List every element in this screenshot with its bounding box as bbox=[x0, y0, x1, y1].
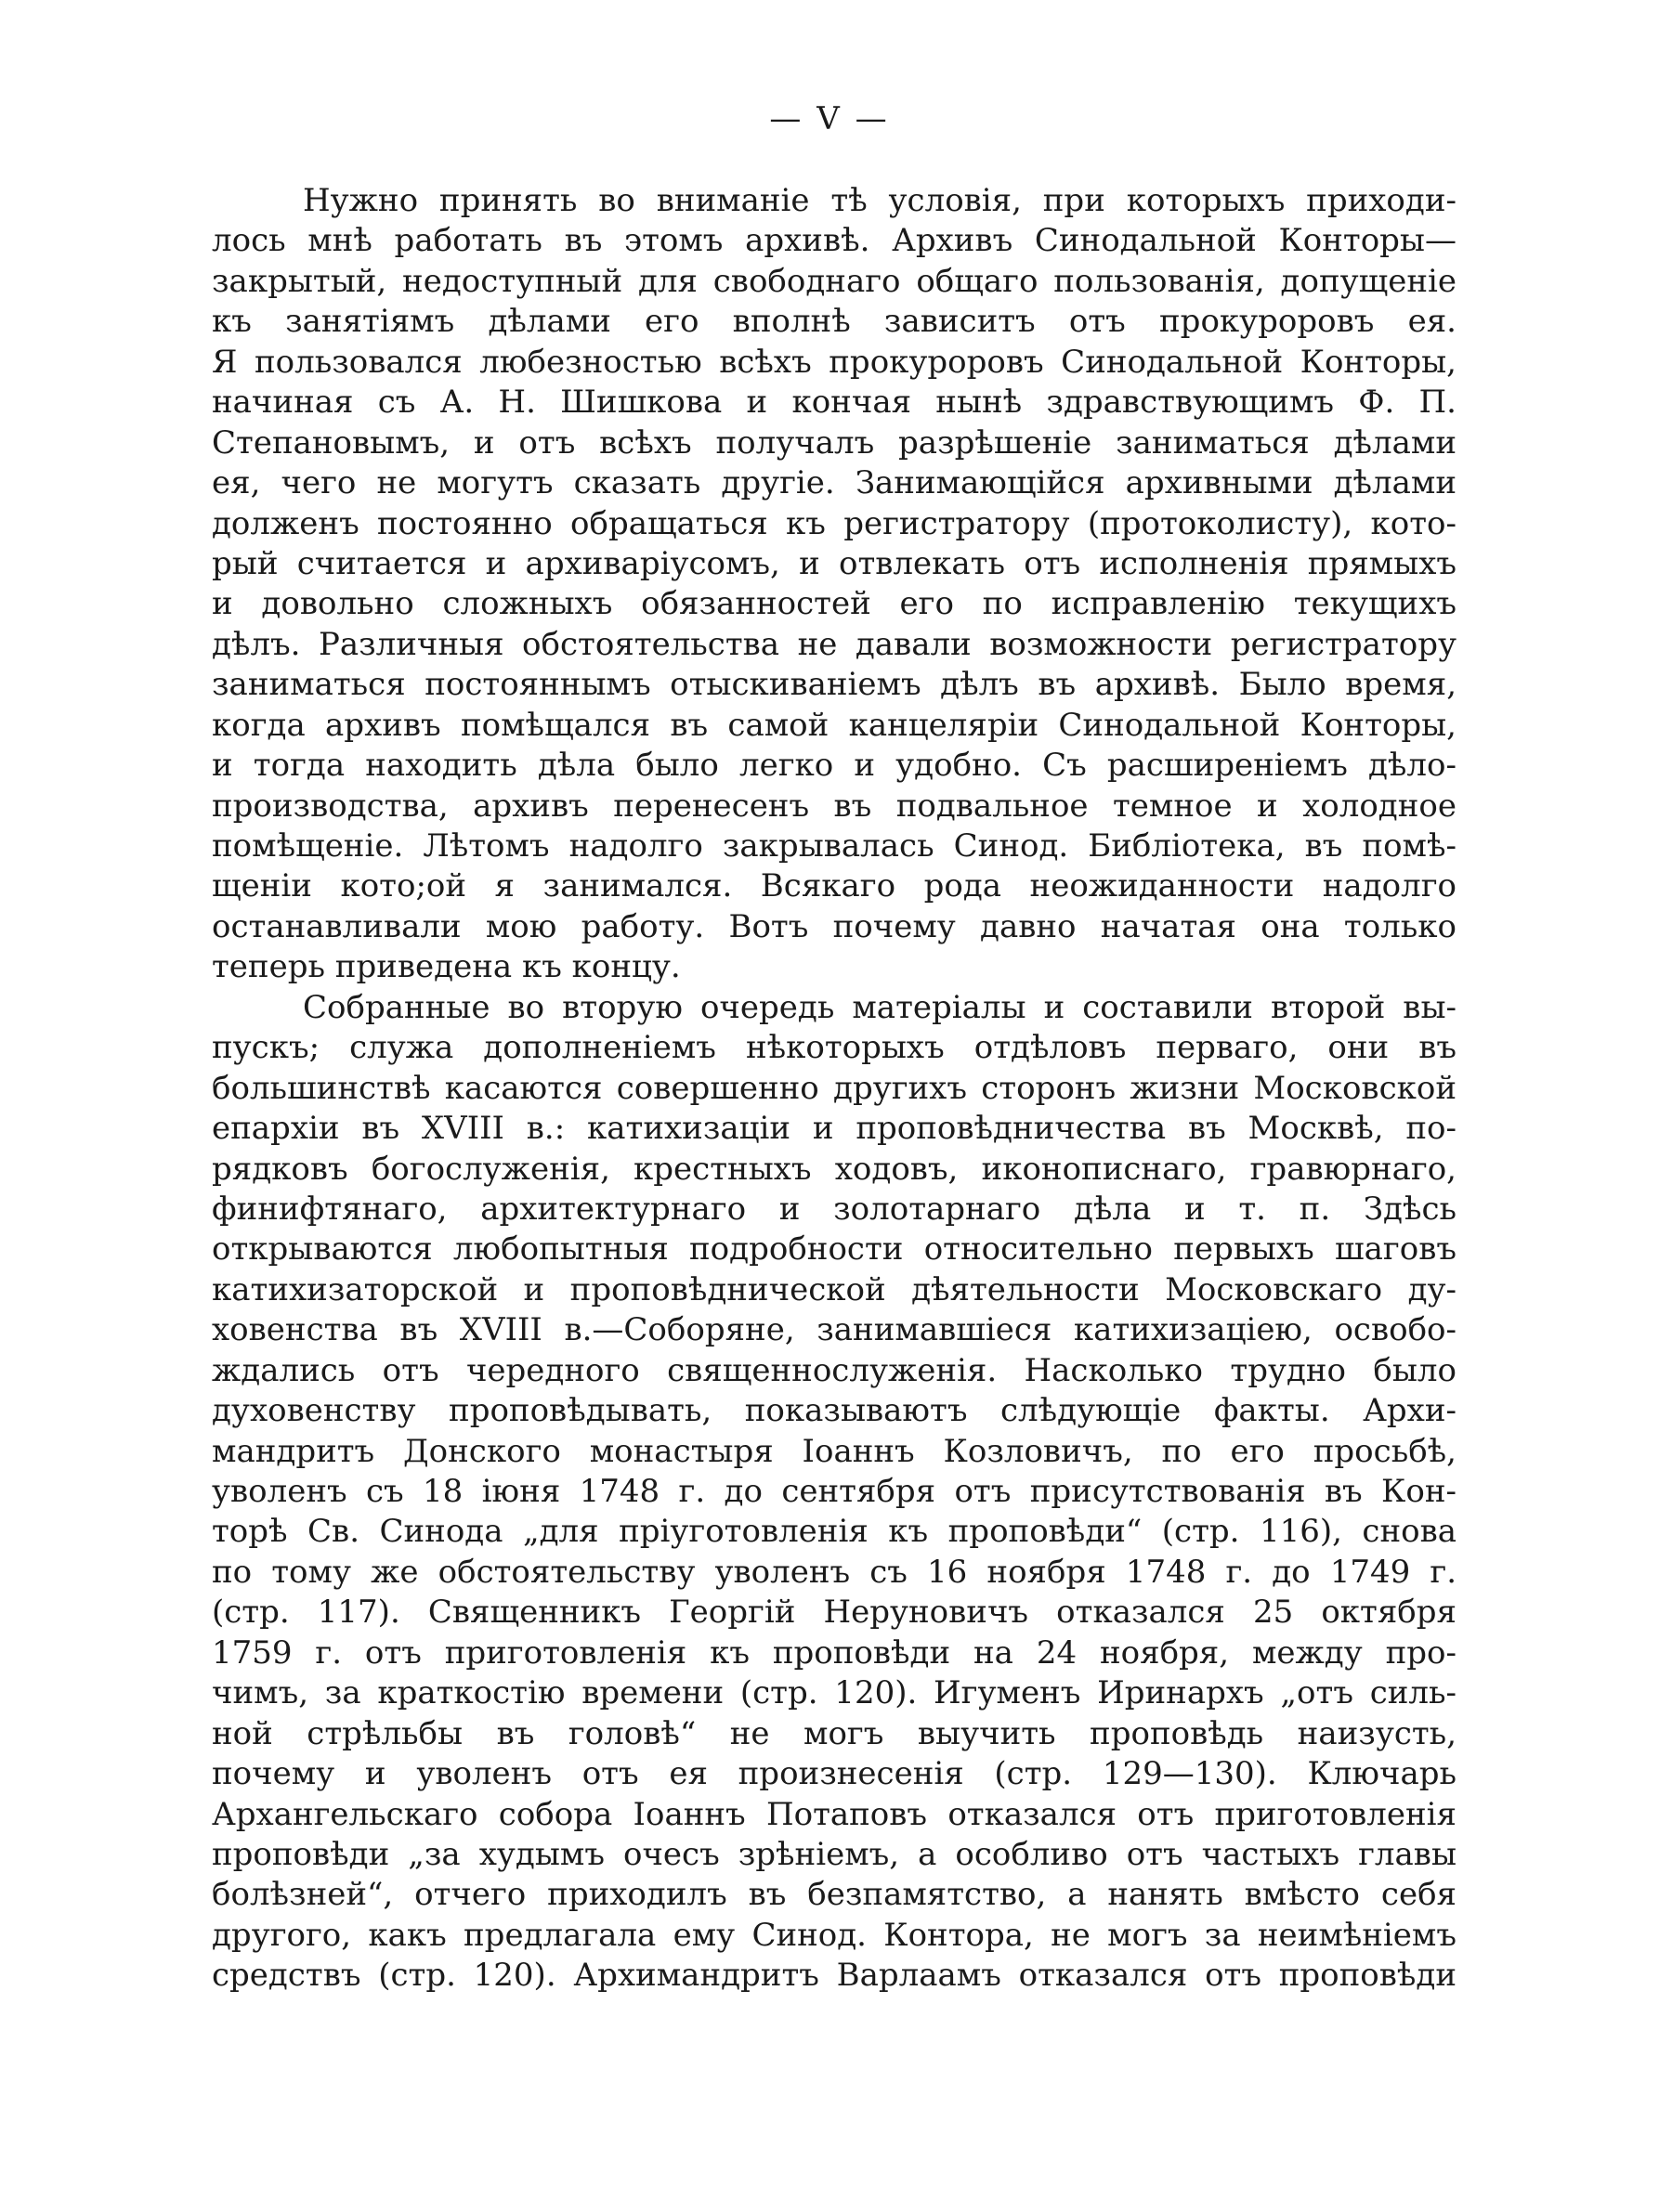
page-number: — V — bbox=[769, 100, 890, 137]
text-line: болѣзней“, отчего приходилъ въ безпамятство, а нанять вмѣсто себя bbox=[212, 1876, 1457, 1914]
text-line: Степановымъ, и отъ всѣхъ получалъ разрѣшеніе заниматься дѣлами bbox=[212, 423, 1457, 462]
text-line: чимъ, за краткостію времени (стр. 120). Игуменъ Иринархъ „отъ силь- bbox=[212, 1674, 1457, 1712]
text-line: когда архивъ помѣщался въ самой канцеляріи Синодальной Конторы, bbox=[212, 706, 1457, 744]
text-line: и довольно сложныхъ обязанностей его по исправленію текущихъ bbox=[212, 585, 1457, 623]
text-line: Архангельскаго собора Іоаннъ Потаповъ отказался отъ приготовленія bbox=[212, 1795, 1457, 1833]
text-line: 1759 г. отъ приготовленія къ проповѣди на 24 ноября, между про- bbox=[212, 1633, 1457, 1672]
text-line: ной стрѣльбы въ головѣ“ не могъ выучить проповѣдь наизусть, bbox=[212, 1714, 1457, 1752]
paragraph-2 bbox=[212, 988, 1457, 1997]
text-line: средствъ (стр. 120). Архимандритъ Варлаамъ отказался отъ проповѣди bbox=[212, 1957, 1457, 1995]
text-line: Собранные во вторую очередь матеріалы и составили второй вы- bbox=[303, 988, 1457, 1026]
text-line: (стр. 117). Священникъ Георгій Неруновичъ отказался 25 октября bbox=[212, 1594, 1457, 1632]
text-line: долженъ постоянно обращаться къ регистратору (протоколисту), кото- bbox=[212, 504, 1457, 542]
text-line: заниматься постояннымъ отыскиваніемъ дѣлъ въ архивѣ. Было время, bbox=[212, 666, 1457, 704]
text-line: рядковъ богослуженія, крестныхъ ходовъ, иконописнаго, гравюрнаго, bbox=[212, 1150, 1457, 1188]
text-line: катихизаторской и проповѣднической дѣятельности Московскаго ду- bbox=[212, 1270, 1457, 1308]
text-line: Нужно принять во вниманіе тѣ условія, при которыхъ приходи- bbox=[303, 182, 1457, 219]
body-text bbox=[212, 181, 1457, 1997]
text-line: мандритъ Донского монастыря Іоаннъ Козловичъ, по его просьбѣ, bbox=[212, 1432, 1457, 1470]
text-line: пускъ; служа дополненіемъ нѣкоторыхъ отдѣловъ перваго, они въ bbox=[212, 1029, 1457, 1067]
text-line: проповѣди „за худымъ очесъ зрѣніемъ, а особливо отъ частыхъ главы bbox=[212, 1835, 1457, 1873]
text-line: другого, какъ предлагала ему Синод. Контора, не могъ за неимѣніемъ bbox=[212, 1916, 1457, 1954]
text-line: большинствѣ касаются совершенно другихъ сторонъ жизни Московской bbox=[212, 1069, 1457, 1107]
text-line: производства, архивъ перенесенъ въ подвальное темное и холодное bbox=[212, 787, 1457, 825]
text-line: теперь приведена къ концу. bbox=[212, 948, 681, 986]
text-line: ждались отъ чередного священнослуженія. Насколько трудно было bbox=[212, 1351, 1457, 1389]
text-line: почему и уволенъ отъ ея произнесенія (стр. 129—130). Ключарь bbox=[212, 1755, 1457, 1793]
text-line: щеніи кото;ой я занимался. Всякаго рода неожиданности надолго bbox=[212, 867, 1457, 905]
text-line: торѣ Св. Синода „для пріуготовленія къ проповѣди“ (стр. 116), снова bbox=[212, 1513, 1457, 1551]
text-line: ея, чего не могутъ сказать другіе. Занимающійся архивными дѣлами bbox=[212, 464, 1457, 502]
text-line: по тому же обстоятельству уволенъ съ 16 ноября 1748 г. до 1749 г. bbox=[212, 1553, 1457, 1591]
text-line: открываются любопытныя подробности относительно первыхъ шаговъ bbox=[212, 1230, 1457, 1269]
text-line: и тогда находить дѣла было легко и удобно. Съ расширеніемъ дѣло- bbox=[212, 747, 1457, 785]
text-line: финифтянаго, архитектурнаго и золотарнаго дѣла и т. п. Здѣсь bbox=[212, 1190, 1457, 1228]
text-line: начиная съ А. Н. Шишкова и кончая нынѣ здравствующимъ Ф. П. bbox=[212, 384, 1457, 422]
paragraph-1 bbox=[212, 181, 1457, 988]
text-line: лось мнѣ работать въ этомъ архивѣ. Архивъ Синодальной Конторы— bbox=[212, 222, 1457, 260]
text-line: духовенству проповѣдывать, показываютъ слѣдующіе факты. Архи- bbox=[212, 1392, 1457, 1430]
text-line: помѣщеніе. Лѣтомъ надолго закрывалась Синод. Библіотека, въ помѣ- bbox=[212, 827, 1457, 865]
text-line: ховенства въ XVIII в.—Соборяне, занимавшіеся катихизаціею, освобо- bbox=[212, 1311, 1457, 1349]
text-line: останавливали мою работу. Вотъ почему давно начатая она только bbox=[212, 907, 1457, 945]
text-line: дѣлъ. Различныя обстоятельства не давали возможности регистратору bbox=[212, 625, 1457, 663]
text-line: рый считается и архиваріусомъ, и отвлекать отъ исполненія прямыхъ bbox=[212, 544, 1457, 582]
text-line: къ занятіямъ дѣлами его вполнѣ зависитъ отъ прокуроровъ ея. bbox=[212, 303, 1457, 341]
text-line: епархіи въ XVIII в.: катихизаціи и проповѣдничества въ Москвѣ, по- bbox=[212, 1110, 1457, 1148]
text-line: уволенъ съ 18 іюня 1748 г. до сентября отъ присутствованія въ Кон- bbox=[212, 1473, 1457, 1510]
text-line: закрытый, недоступный для свободнаго общаго пользованія, допущеніе bbox=[212, 262, 1457, 300]
text-line: Я пользовался любезностью всѣхъ прокуроровъ Синодальной Конторы, bbox=[212, 343, 1457, 381]
